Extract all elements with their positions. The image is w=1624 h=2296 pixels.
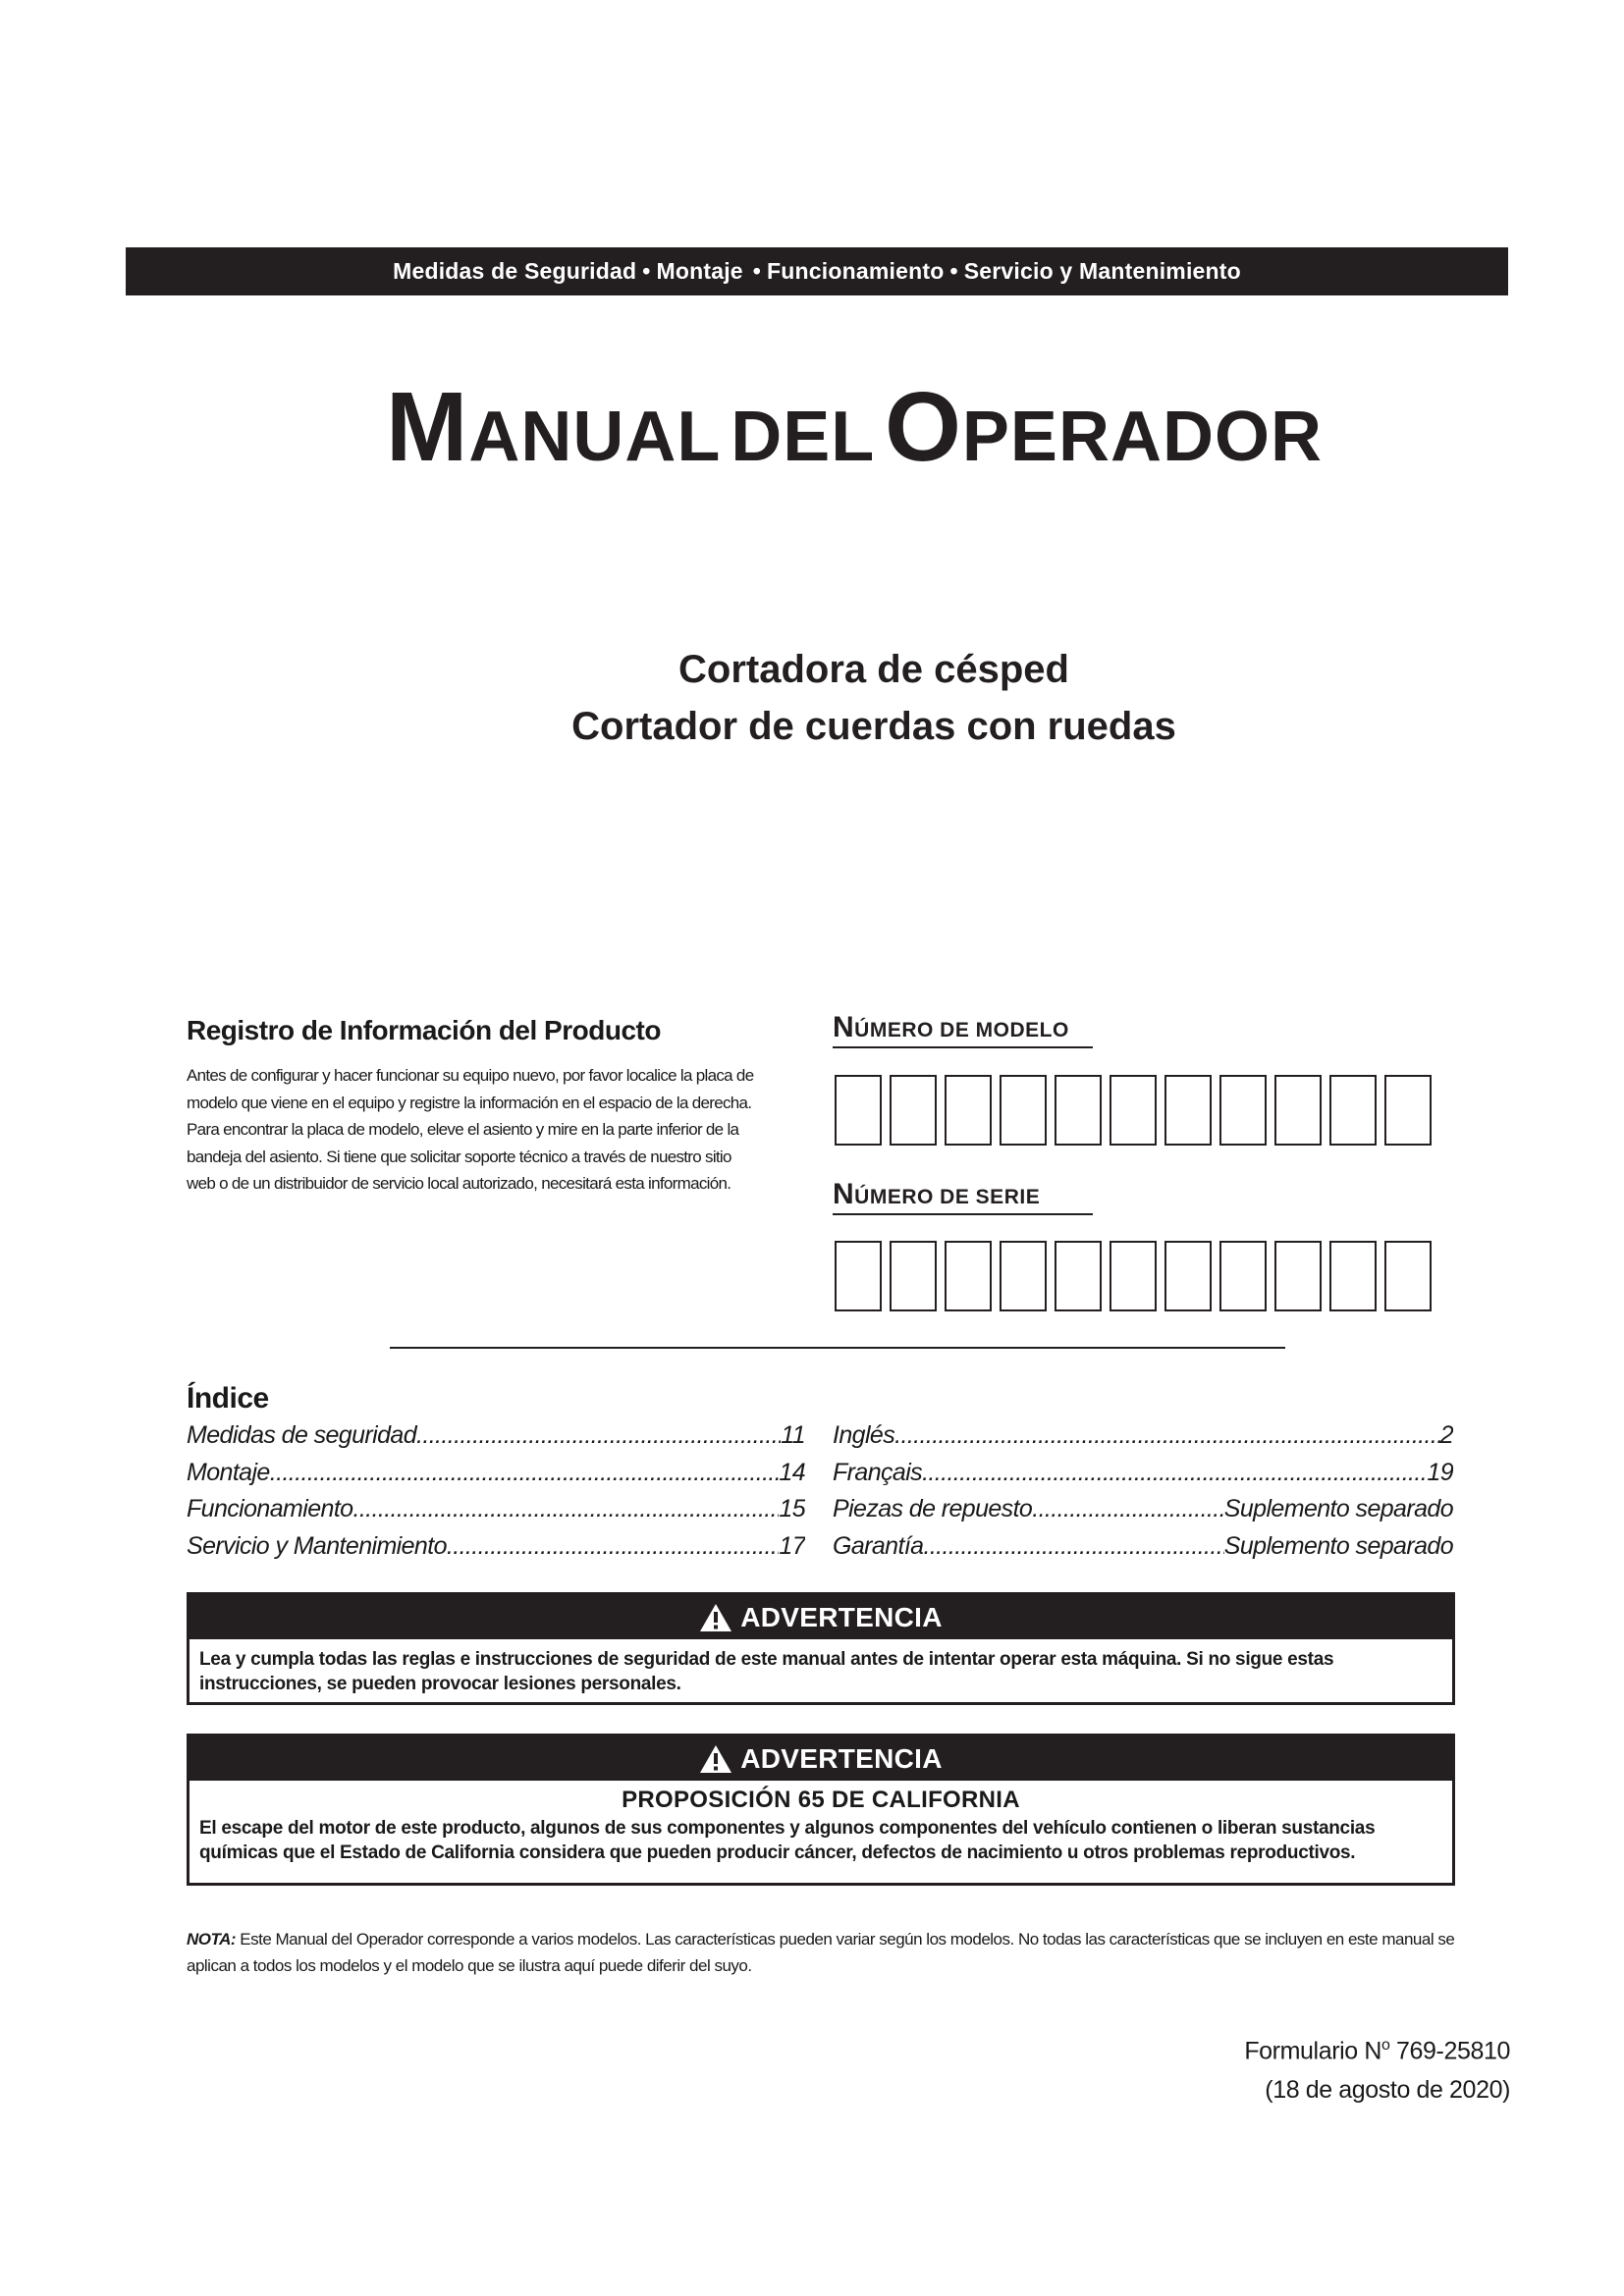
- serial-number-box[interactable]: [1384, 1241, 1432, 1311]
- index-entry[interactable]: Français ..... 19: [833, 1459, 1453, 1496]
- serial-number-box[interactable]: [1274, 1241, 1322, 1311]
- serial-number-box[interactable]: [1329, 1241, 1377, 1311]
- header-separator: •: [642, 258, 651, 284]
- serial-number-label: NÚMERO DE SERIE: [833, 1178, 1093, 1215]
- product-registration-text: Antes de configurar y hacer funcionar su equipo nuevo, por favor localice la placa de modelo que viene en el equipo y registre la información en el espacio de la derecha. Para encontrar la placa de modelo, eleve el asiento y mire en la parte inferior de la bandeja del asiento. Si tiene que solicitar soporte técnico a través de nuestro sitio web o de un distribuidor de servicio local autorizado, necesitará esta información.: [187, 1066, 754, 1193]
- model-number-box[interactable]: [1329, 1075, 1377, 1146]
- index-entry[interactable]: Piezas de repuesto ..... Suplemento separado: [833, 1495, 1453, 1532]
- warning-triangle-icon: [699, 1603, 732, 1632]
- model-number-box[interactable]: [945, 1075, 992, 1146]
- serial-number-box[interactable]: [1055, 1241, 1102, 1311]
- model-number-box[interactable]: [1055, 1075, 1102, 1146]
- header-item-safety: Medidas de Seguridad: [393, 258, 637, 284]
- header-separator: •: [752, 258, 762, 284]
- index-entry[interactable]: Garantía ..... Suplemento separado: [833, 1532, 1453, 1570]
- product-registration-title: Registro de Información del Producto: [187, 1015, 661, 1045]
- header-item-assembly: Montaje: [656, 258, 743, 284]
- model-number-box[interactable]: [1000, 1075, 1047, 1146]
- index-entry[interactable]: Servicio y Mantenimiento ..... 17: [187, 1532, 805, 1570]
- dot-leader: [352, 1495, 779, 1523]
- warning-header: [189, 1736, 1452, 1781]
- serial-number-box[interactable]: [835, 1241, 882, 1311]
- model-number-box[interactable]: [1384, 1075, 1432, 1146]
- form-date: (18 de agosto de 2020): [1265, 2076, 1510, 2105]
- index-entry[interactable]: Medidas de seguridad ..... 11: [187, 1421, 805, 1459]
- model-number-box[interactable]: [890, 1075, 937, 1146]
- header-bar: [126, 247, 1508, 295]
- model-number-box[interactable]: [1219, 1075, 1267, 1146]
- note-label: NOTA:: [187, 1930, 237, 1949]
- warning-text: Lea y cumpla todas las reglas e instrucciones de seguridad de este manual antes de intentar operar esta máquina. Si no sigue estas instrucciones, se pueden provocar lesiones personales.: [199, 1649, 1334, 1694]
- prop65-subheading: PROPOSICIÓN 65 DE CALIFORNIA: [622, 1787, 1020, 1813]
- dot-leader: [416, 1421, 781, 1450]
- warning-triangle-icon: [699, 1744, 732, 1774]
- model-number-boxes[interactable]: [835, 1075, 1432, 1146]
- serial-number-box[interactable]: [1219, 1241, 1267, 1311]
- serial-number-box[interactable]: [945, 1241, 992, 1311]
- model-number-box[interactable]: [835, 1075, 882, 1146]
- model-number-box[interactable]: [1164, 1075, 1212, 1146]
- header-item-service: Servicio y Mantenimiento: [963, 258, 1241, 284]
- warning-header: [189, 1595, 1452, 1639]
- serial-number-boxes[interactable]: [835, 1241, 1432, 1311]
- prop65-warning-box: [187, 1734, 1455, 1886]
- dot-leader: [270, 1459, 780, 1487]
- dot-leader: [447, 1532, 780, 1561]
- serial-number-box[interactable]: [1110, 1241, 1157, 1311]
- form-number: Formulario $N^o$ 769-25810 (18 de agosto de 2020): [1244, 2026, 1510, 2109]
- dot-leader: [894, 1421, 1440, 1450]
- serial-number-box[interactable]: [1164, 1241, 1212, 1311]
- index-title: Índice: [187, 1382, 269, 1415]
- index-right-column: [833, 1421, 1453, 1569]
- serial-number-box[interactable]: [1000, 1241, 1047, 1311]
- model-number-label: NÚMERO DE MODELO: [833, 1011, 1093, 1048]
- warning-heading: ADVERTENCIA: [740, 1742, 943, 1774]
- subtitle-line-1: Cortadora de césped: [678, 648, 1069, 691]
- dot-leader: [923, 1532, 1223, 1561]
- safety-warning-box: [187, 1592, 1455, 1705]
- page-title: MANUAL DEL OPERADOR: [386, 372, 1323, 482]
- header-separator: •: [949, 258, 958, 284]
- note-text: NOTA: Este Manual del Operador corresponde a varios modelos. Las características pueden variar según los modelos. No todas las características que se incluyen en este manual se aplican a todos los modelos y el modelo que se ilustra aquí puede diferir del suyo.: [187, 1930, 1455, 1975]
- serial-number-box[interactable]: [890, 1241, 937, 1311]
- index-left-column: [187, 1421, 805, 1569]
- dot-leader: [922, 1459, 1427, 1487]
- prop65-text: El escape del motor de este producto, algunos de sus componentes y algunos componentes del vehículo contienen o liberan sustancias químicas que el Estado de California considera que pueden producir cáncer, defectos de nacimiento u otros problemas reproductivos.: [199, 1818, 1376, 1863]
- header-item-operation: Funcionamiento: [767, 258, 945, 284]
- dot-leader: [1032, 1495, 1224, 1523]
- subtitle-line-2: Cortador de cuerdas con ruedas: [571, 705, 1176, 748]
- model-number-box[interactable]: [1274, 1075, 1322, 1146]
- warning-heading: ADVERTENCIA: [740, 1601, 943, 1632]
- index-entry[interactable]: Funcionamiento ..... 15: [187, 1495, 805, 1532]
- index-entry[interactable]: Inglés ..... 2: [833, 1421, 1453, 1459]
- section-divider: [390, 1347, 1285, 1349]
- index-entry[interactable]: Montaje ..... 14: [187, 1459, 805, 1496]
- model-number-box[interactable]: [1110, 1075, 1157, 1146]
